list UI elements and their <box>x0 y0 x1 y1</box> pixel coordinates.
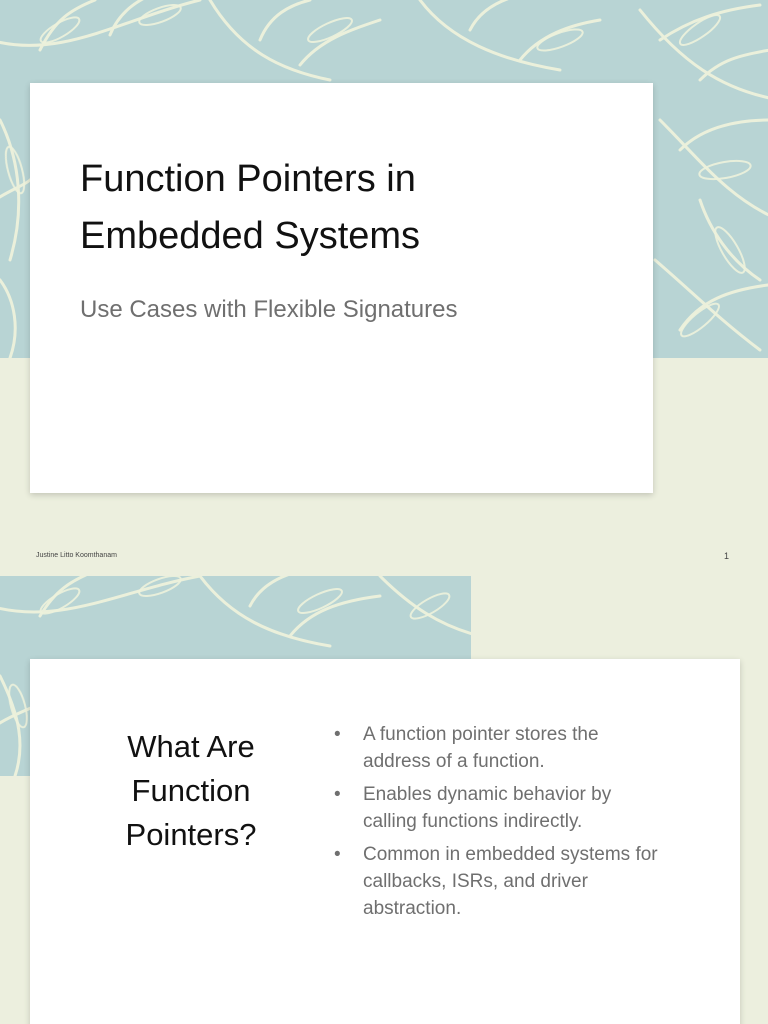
slide-2-title: What Are Function Pointers? <box>125 729 257 852</box>
content-card <box>30 659 740 1024</box>
list-item: • A function pointer stores the address of a function. <box>330 721 670 775</box>
list-item: • Enables dynamic behavior by calling functions indirectly. <box>330 781 670 835</box>
slide-1-subtitle: Use Cases with Flexible Signatures <box>80 296 458 323</box>
slide-2 <box>0 576 768 1024</box>
list-item: • Common in embedded systems for callbacks, ISRs, and driver abstraction. <box>330 841 670 922</box>
slide-1-title: Function Pointers in Embedded Systems <box>80 158 421 257</box>
title-card <box>30 83 653 493</box>
page-number: 1 <box>724 551 730 561</box>
footer-author: Justine Litto Koomthanam <box>36 552 117 559</box>
bullet-list <box>330 721 670 928</box>
